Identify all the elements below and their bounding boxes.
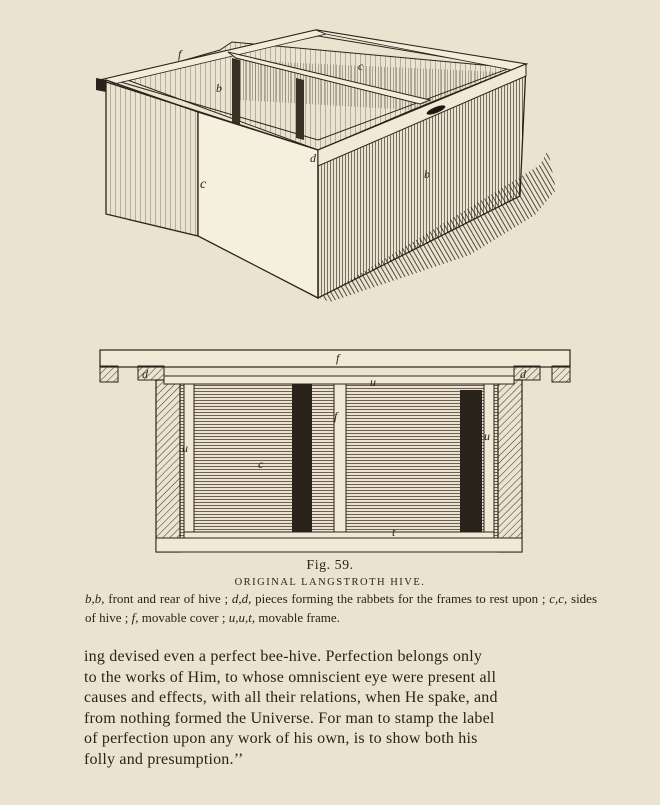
caption-segment: b,b,	[85, 591, 105, 606]
label-f-top: f	[178, 47, 182, 61]
caption-segment: u,u,t,	[228, 609, 256, 625]
body-line: ing devised even a perfect bee-hive. Perfection belongs only	[84, 648, 483, 665]
figure-number: Fig. 59.	[306, 558, 354, 573]
figure-title: ORIGINAL LANGSTROTH HIVE.	[234, 577, 426, 588]
caption-segment: front and rear of hive ;	[104, 591, 232, 606]
label-f-cover: f	[336, 351, 340, 365]
body-line: folly and presumption.’’	[84, 750, 244, 768]
label-c-top: c	[358, 59, 364, 73]
label-u-right: u	[484, 429, 490, 443]
body-line: to the works of Him, to whose omniscient eye were present all	[84, 668, 497, 686]
hive-cross-section-drawing	[100, 350, 570, 552]
label-d-sec-right: d	[520, 367, 526, 381]
caption-segment: sides of hive ;	[85, 591, 598, 625]
figure-caption	[85, 590, 597, 627]
label-f-mid: f	[334, 409, 338, 423]
caption-segment: movable frame.	[255, 609, 340, 625]
label-c-sec: c	[258, 457, 264, 471]
label-b-inner: b	[216, 81, 222, 95]
hive-perspective-drawing	[96, 30, 556, 302]
caption-segment: pieces forming the rabbets for the frames to rest upon ;	[251, 591, 550, 606]
label-b-front: b	[424, 167, 430, 181]
label-c-side: c	[200, 177, 207, 192]
label-u-left: u	[182, 441, 188, 455]
label-d-corner: d	[310, 151, 316, 165]
caption-segment: movable cover ;	[138, 609, 229, 625]
caption-segment: f,	[131, 609, 139, 625]
label-d-sec-left: d	[142, 367, 148, 381]
body-line: causes and effects, with all their relations, when He spake, and	[84, 689, 498, 706]
body-text	[84, 647, 596, 770]
caption-segment: c,c,	[549, 591, 568, 606]
label-d-left: d	[96, 77, 102, 91]
body-line: from nothing formed the Universe. For man to stamp the label	[84, 709, 495, 727]
body-line: of perfection upon any work of his own, is to show both his	[84, 730, 478, 747]
label-u-top: u	[370, 375, 376, 389]
label-t: t	[392, 525, 396, 539]
caption-segment: d,d,	[231, 591, 252, 606]
